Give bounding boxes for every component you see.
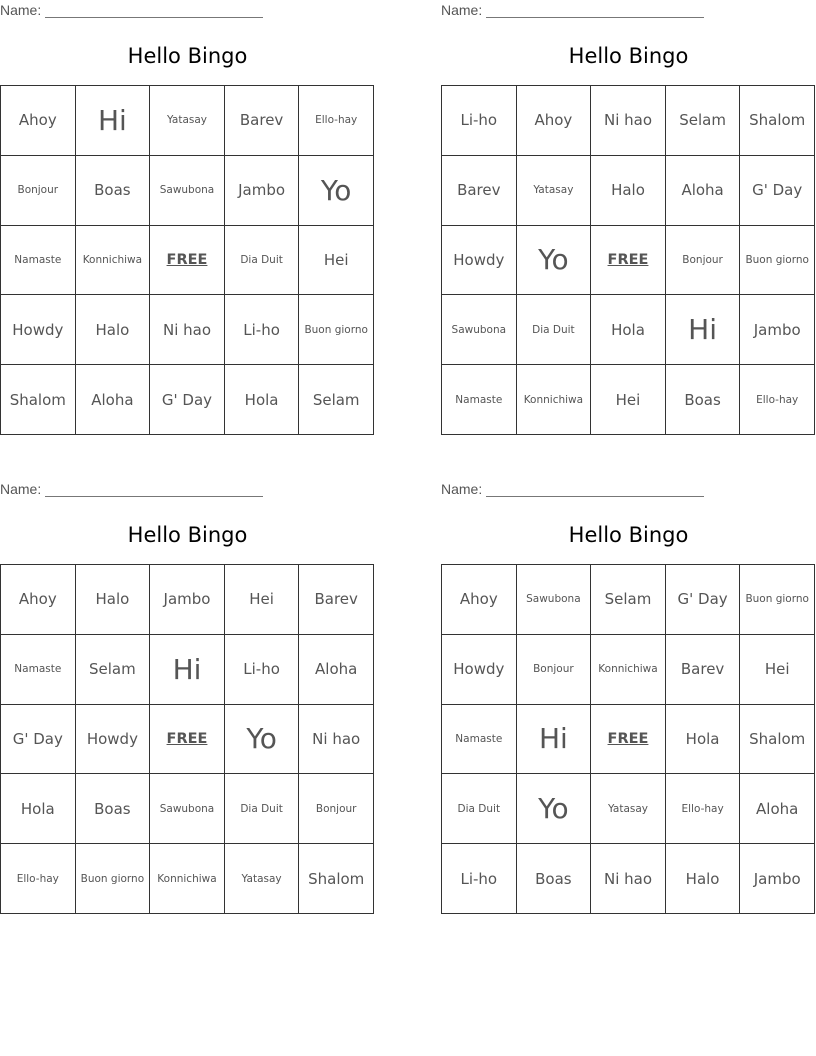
bingo-cell: Howdy [442, 635, 517, 705]
bingo-cell: Ello-hay [666, 774, 741, 844]
bingo-cell: Namaste [1, 635, 76, 705]
bingo-cell: Hei [299, 226, 374, 296]
bingo-grid [441, 85, 815, 435]
bingo-cell: Jambo [740, 295, 815, 365]
bingo-cell: G' Day [740, 156, 815, 226]
bingo-cell: Yo [517, 774, 592, 844]
bingo-cell: Shalom [740, 705, 815, 775]
name-blank-line[interactable] [45, 482, 263, 497]
bingo-cell: Hei [591, 365, 666, 435]
free-space: FREE [150, 705, 225, 775]
bingo-card-2 [441, 2, 816, 432]
bingo-cell: Konnichiwa [76, 226, 151, 296]
bingo-cell: Ahoy [517, 86, 592, 156]
bingo-cell: Howdy [442, 226, 517, 296]
bingo-cell: Hi [517, 705, 592, 775]
bingo-cell: Dia Duit [442, 774, 517, 844]
bingo-cell: Hi [150, 635, 225, 705]
name-field [0, 481, 263, 497]
bingo-cell: Howdy [1, 295, 76, 365]
name-blank-line[interactable] [486, 482, 704, 497]
bingo-cell: Ahoy [1, 86, 76, 156]
bingo-cell: Jambo [225, 156, 300, 226]
bingo-cell: Jambo [740, 844, 815, 914]
bingo-cell: Bonjour [299, 774, 374, 844]
bingo-cell: Ello-hay [299, 86, 374, 156]
bingo-cell: Bonjour [1, 156, 76, 226]
bingo-card-3 [0, 481, 375, 911]
bingo-cell: Ni hao [591, 844, 666, 914]
bingo-cell: G' Day [666, 565, 741, 635]
bingo-card-1 [0, 2, 375, 432]
bingo-cell: Dia Duit [225, 774, 300, 844]
bingo-cell: Namaste [442, 705, 517, 775]
bingo-cell: Ello-hay [1, 844, 76, 914]
bingo-cell: Yatasay [150, 86, 225, 156]
bingo-cell: Shalom [1, 365, 76, 435]
bingo-cell: Konnichiwa [150, 844, 225, 914]
bingo-cell: Hei [225, 565, 300, 635]
bingo-cell: Halo [666, 844, 741, 914]
name-blank-line[interactable] [45, 3, 263, 18]
bingo-grid [441, 564, 815, 914]
bingo-cell: Buon giorno [299, 295, 374, 365]
bingo-cell: Selam [76, 635, 151, 705]
name-label: Name: [0, 481, 42, 497]
bingo-cell: Aloha [299, 635, 374, 705]
bingo-cell: Boas [517, 844, 592, 914]
bingo-cell: Sawubona [442, 295, 517, 365]
bingo-cell: Halo [76, 295, 151, 365]
bingo-grid [0, 564, 374, 914]
bingo-cell: Jambo [150, 565, 225, 635]
bingo-cell: Shalom [740, 86, 815, 156]
name-field [441, 481, 704, 497]
bingo-cell: Boas [666, 365, 741, 435]
bingo-cell: Selam [299, 365, 374, 435]
name-label: Name: [0, 2, 42, 18]
card-title: Hello Bingo [568, 44, 689, 68]
bingo-cell: Boas [76, 774, 151, 844]
bingo-cell: Aloha [76, 365, 151, 435]
bingo-cell: Yatasay [591, 774, 666, 844]
bingo-cell: Hola [666, 705, 741, 775]
free-space: FREE [150, 226, 225, 296]
name-field [0, 2, 263, 18]
name-blank-line[interactable] [486, 3, 704, 18]
bingo-cell: Barev [299, 565, 374, 635]
bingo-cell: Yo [517, 226, 592, 296]
bingo-grid [0, 85, 374, 435]
bingo-cell: Konnichiwa [517, 365, 592, 435]
bingo-cell: Aloha [666, 156, 741, 226]
bingo-cell: Sawubona [150, 156, 225, 226]
card-title: Hello Bingo [568, 523, 689, 547]
bingo-cell: Selam [666, 86, 741, 156]
free-space: FREE [591, 705, 666, 775]
bingo-cell: G' Day [1, 705, 76, 775]
bingo-cell: Buon giorno [740, 226, 815, 296]
bingo-cell: Aloha [740, 774, 815, 844]
card-title: Hello Bingo [127, 44, 248, 68]
bingo-cell: Ni hao [591, 86, 666, 156]
bingo-cell: Hola [225, 365, 300, 435]
bingo-cell: Dia Duit [517, 295, 592, 365]
bingo-cell: Buon giorno [740, 565, 815, 635]
bingo-cell: Namaste [1, 226, 76, 296]
bingo-cell: Sawubona [517, 565, 592, 635]
bingo-cell: Barev [442, 156, 517, 226]
bingo-cell: Li-ho [442, 86, 517, 156]
name-label: Name: [441, 481, 483, 497]
bingo-cell: Halo [76, 565, 151, 635]
bingo-cell: Bonjour [517, 635, 592, 705]
bingo-cell: Hola [591, 295, 666, 365]
bingo-cell: Ni hao [299, 705, 374, 775]
bingo-cell: Barev [225, 86, 300, 156]
bingo-cell: Li-ho [225, 295, 300, 365]
bingo-cell: Yatasay [517, 156, 592, 226]
bingo-cell: Ahoy [442, 565, 517, 635]
bingo-cell: Hi [666, 295, 741, 365]
bingo-cell: Yo [225, 705, 300, 775]
bingo-cell: Li-ho [442, 844, 517, 914]
bingo-cell: Yatasay [225, 844, 300, 914]
bingo-cell: Yo [299, 156, 374, 226]
bingo-cell: Halo [591, 156, 666, 226]
card-title: Hello Bingo [127, 523, 248, 547]
bingo-cell: Boas [76, 156, 151, 226]
bingo-cell: Dia Duit [225, 226, 300, 296]
bingo-cell: Hei [740, 635, 815, 705]
bingo-card-4 [441, 481, 816, 911]
bingo-cell: Howdy [76, 705, 151, 775]
bingo-cell: Ni hao [150, 295, 225, 365]
bingo-cell: Li-ho [225, 635, 300, 705]
bingo-cell: Hola [1, 774, 76, 844]
name-field [441, 2, 704, 18]
free-space: FREE [591, 226, 666, 296]
bingo-cell: Selam [591, 565, 666, 635]
bingo-cell: Shalom [299, 844, 374, 914]
bingo-cell: G' Day [150, 365, 225, 435]
bingo-cell: Namaste [442, 365, 517, 435]
bingo-cell: Konnichiwa [591, 635, 666, 705]
bingo-cell: Sawubona [150, 774, 225, 844]
bingo-cell: Ahoy [1, 565, 76, 635]
bingo-cell: Hi [76, 86, 151, 156]
bingo-cell: Barev [666, 635, 741, 705]
bingo-cell: Ello-hay [740, 365, 815, 435]
bingo-cell: Bonjour [666, 226, 741, 296]
name-label: Name: [441, 2, 483, 18]
bingo-cell: Buon giorno [76, 844, 151, 914]
